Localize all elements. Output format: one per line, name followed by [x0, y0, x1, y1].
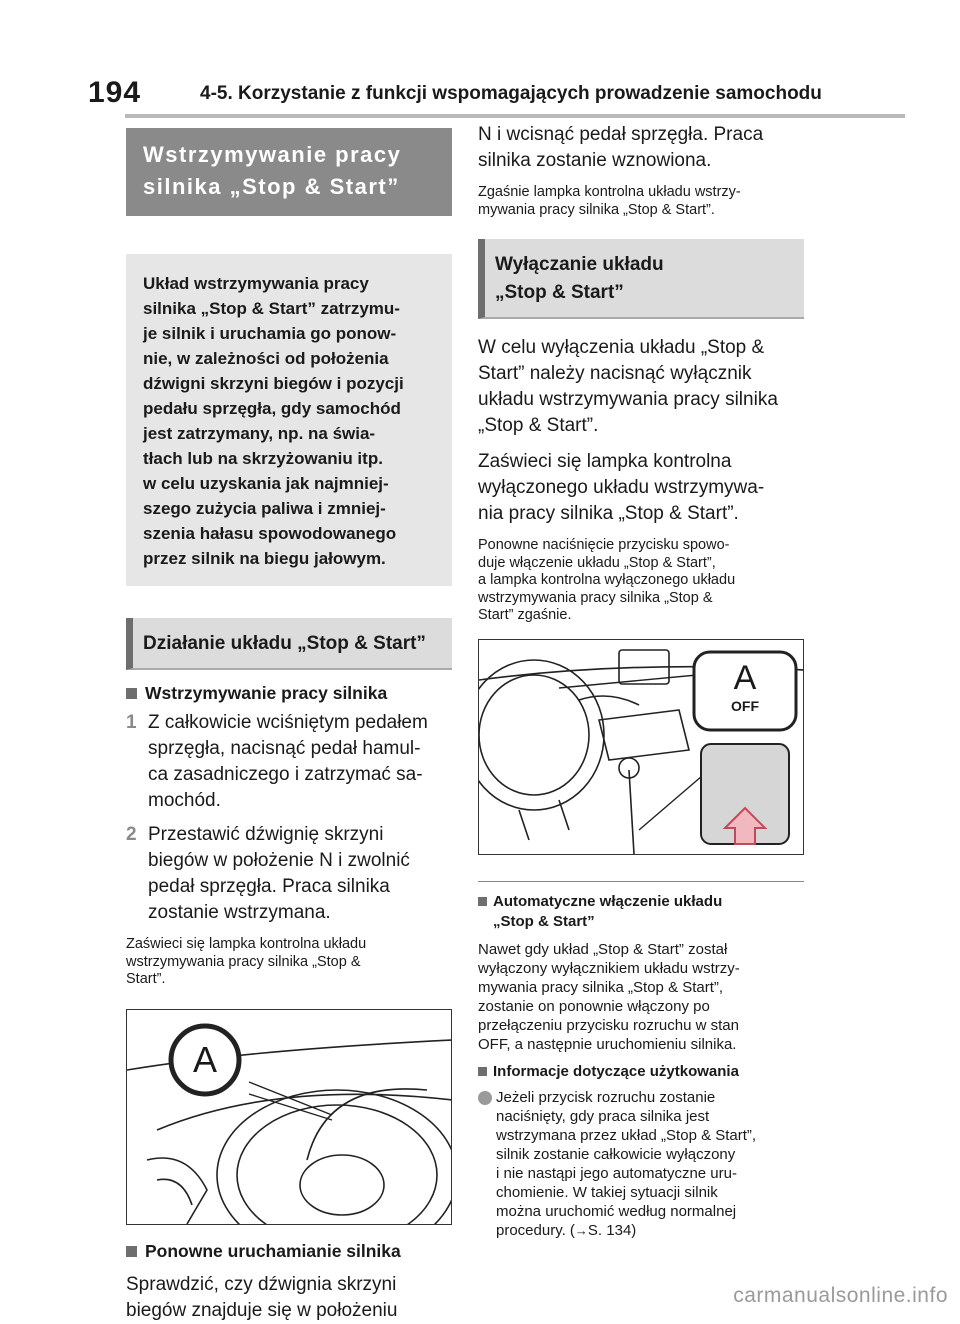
auto-enable-text: Nawet gdy układ „Stop & Start” został wyłączony wyłącznikiem układu wstrzy- mywania pracy silnika „Stop & Start”, zostanie on ponownie włączony po przełączeniu przycisku rozruchu w stan OFF, a następnie uruchomieniu silnika.	[478, 940, 740, 1053]
watermark: carmanualsonline.info	[733, 1284, 948, 1307]
usage-info-item: Jeżeli przycisk rozruchu zostanie naciśnięty, gdy praca silnika jest wstrzymana przez układ „Stop & Start”, silnik zostanie całkowicie wyłączony i nie nastąpi jego automatyczne uru- chomienie. W takiej sytuacji silnik można uruchomić według normalnej procedury. (→S. 134)	[478, 1088, 804, 1240]
header-rule	[125, 114, 905, 118]
subhead-auto-enable: Automatyczne włączenie układu „Stop & Start”	[478, 892, 804, 932]
restart-continued: N i wcisnąć pedał sprzęgła. Praca silnika zostanie wznowiona.	[478, 124, 764, 171]
square-bullet-icon	[478, 897, 487, 906]
page-header	[0, 0, 960, 118]
figure-instrument-cluster	[126, 1009, 452, 1225]
figure2-off-label: OFF	[731, 697, 759, 714]
square-bullet-icon	[126, 688, 137, 699]
pedals	[519, 800, 569, 840]
disable-indicator-text: Zaświeci się lampka kontrolna wyłączonego układu wstrzymywa- nia pracy silnika „Stop & Start”.	[478, 451, 765, 524]
note-indicator-off: Zgaśnie lampka kontrolna układu wstrzy- mywania pracy silnika „Stop & Start”.	[478, 184, 741, 218]
figure-stop-start-switch	[478, 639, 804, 855]
square-bullet-icon	[478, 1067, 487, 1076]
subhead-engine-stop: Wstrzymywanie pracy silnika	[126, 683, 452, 704]
cluster-illustration	[127, 1010, 452, 1224]
steering-wheel-rim	[217, 1090, 452, 1224]
section-divider	[478, 881, 804, 882]
right-column	[478, 122, 804, 1240]
subhead-usage-info: Informacje dotyczące użytkowania	[478, 1062, 804, 1082]
disable-instructions: W celu wyłączenia układu „Stop & Start” należy nacisnąć wyłącznik układu wstrzymywania pracy silnika „Stop & Start”.	[478, 337, 778, 436]
figure1-label: A	[192, 1038, 217, 1080]
section-title-disable: Wyłączanie układu „Stop & Start”	[478, 239, 804, 319]
arrow-right-icon: →	[574, 1222, 588, 1238]
steering-hub	[300, 1155, 384, 1215]
gauge-hood	[579, 696, 639, 705]
note-reenable: Ponowne naciśnięcie przycisku spowo- duje włączenie układu „Stop & Start”, a lampka kontrolna wyłączonego układu wstrzymywania pracy silnika „Stop & Start” zgaśnie.	[478, 537, 736, 623]
section-title-operation: Działanie układu „Stop & Start”	[126, 618, 452, 670]
left-column	[126, 128, 452, 1324]
page-reference[interactable]: S. 134)	[587, 1221, 637, 1239]
step-1: 1 Z całkowicie wciśniętym pedałem sprzęgła, nacisnąć pedał hamul- ca zasadniczego i zatrzymać sa- mochód.	[126, 712, 428, 811]
intro-summary: Układ wstrzymywania pracy silnika „Stop & Start” zatrzymu- je silnik i uruchamia go ponow- nie, w zależności od położenia dźwigni skrzyni biegów i pozycji pedału sprzęgła, gdy samochód jest zatrzymany, np. na świa- tłach lub na skrzyżowaniu itp. w celu uzyskania jak najmniej- szego zużycia paliwa i zmniej- szenia hałasu spowodowanego przez silnik na biegu jałowym.	[126, 254, 452, 586]
step-2: 2 Przestawić dźwignię skrzyni biegów w położenie N i zwolnić pedał sprzęgła. Praca silnika zostanie wstrzymana.	[126, 824, 410, 923]
square-bullet-icon	[126, 1246, 137, 1257]
callout-line	[559, 675, 697, 688]
chapter-title: 4-5. Korzystanie z funkcji wspomagających prowadzenie samochodu	[200, 83, 822, 104]
gauge-hood	[307, 1088, 427, 1159]
round-bullet-icon	[478, 1091, 492, 1105]
subhead-engine-restart: Ponowne uruchamianie silnika	[126, 1241, 452, 1262]
center-console	[599, 710, 689, 760]
steering-wheel-rim	[479, 660, 604, 810]
main-section-title: Wstrzymywanie pracy silnika „Stop & Start”	[126, 128, 452, 216]
page-number: 194	[88, 76, 142, 109]
figure2-label: A	[733, 658, 757, 697]
air-vent	[147, 1158, 207, 1224]
restart-text: Sprawdzić, czy dźwignia skrzyni biegów znajduje się w położeniu	[126, 1273, 398, 1321]
note-indicator-on: Zaświeci się lampka kontrolna układu wstrzymywania pracy silnika „Stop & Start”.	[126, 936, 367, 987]
gear-lever	[629, 770, 634, 854]
